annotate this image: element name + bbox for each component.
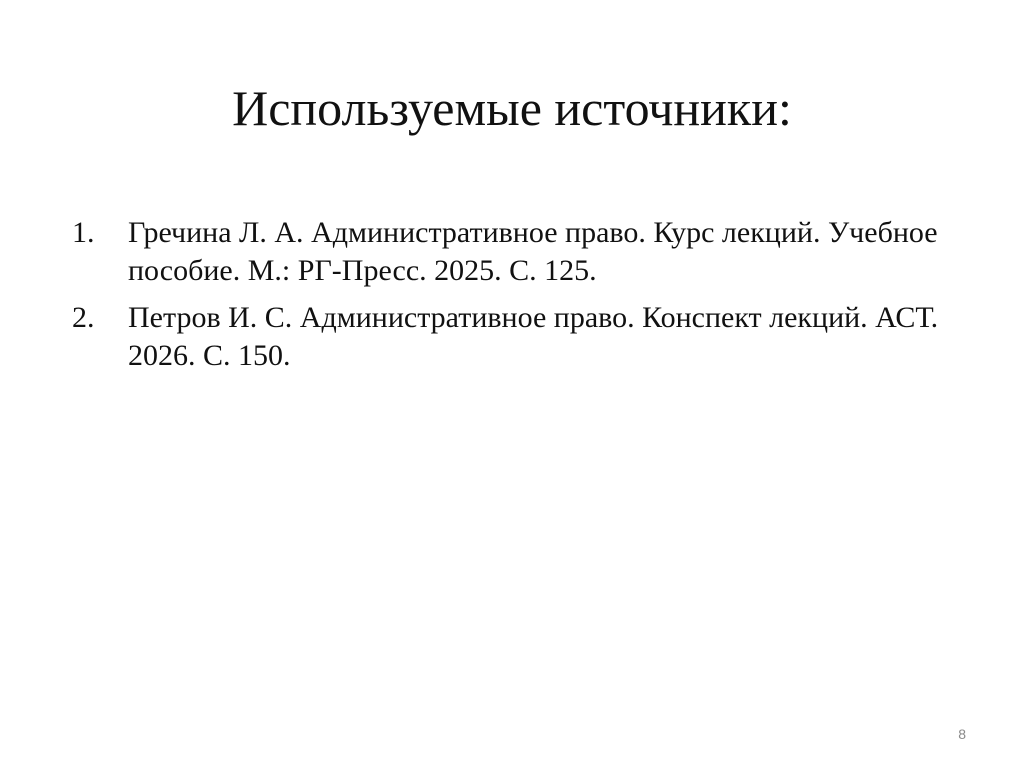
list-item xyxy=(72,214,952,290)
list-item-text: Петров И. С. Административное право. Конспект лекций. АСТ. 2026. С. 150. xyxy=(128,301,939,372)
list-item xyxy=(72,299,952,375)
sources-list xyxy=(72,214,952,384)
list-item-number: 2. xyxy=(72,301,95,334)
list-item-number: 1. xyxy=(72,216,95,249)
list-item-text: Гречина Л. А. Административное право. Курс лекций. Учебное пособие. М.: РГ-Пресс. 2025. С. 125. xyxy=(128,216,938,287)
slide-title: Используемые источники: xyxy=(232,80,792,136)
page-number: 8 xyxy=(958,726,966,742)
